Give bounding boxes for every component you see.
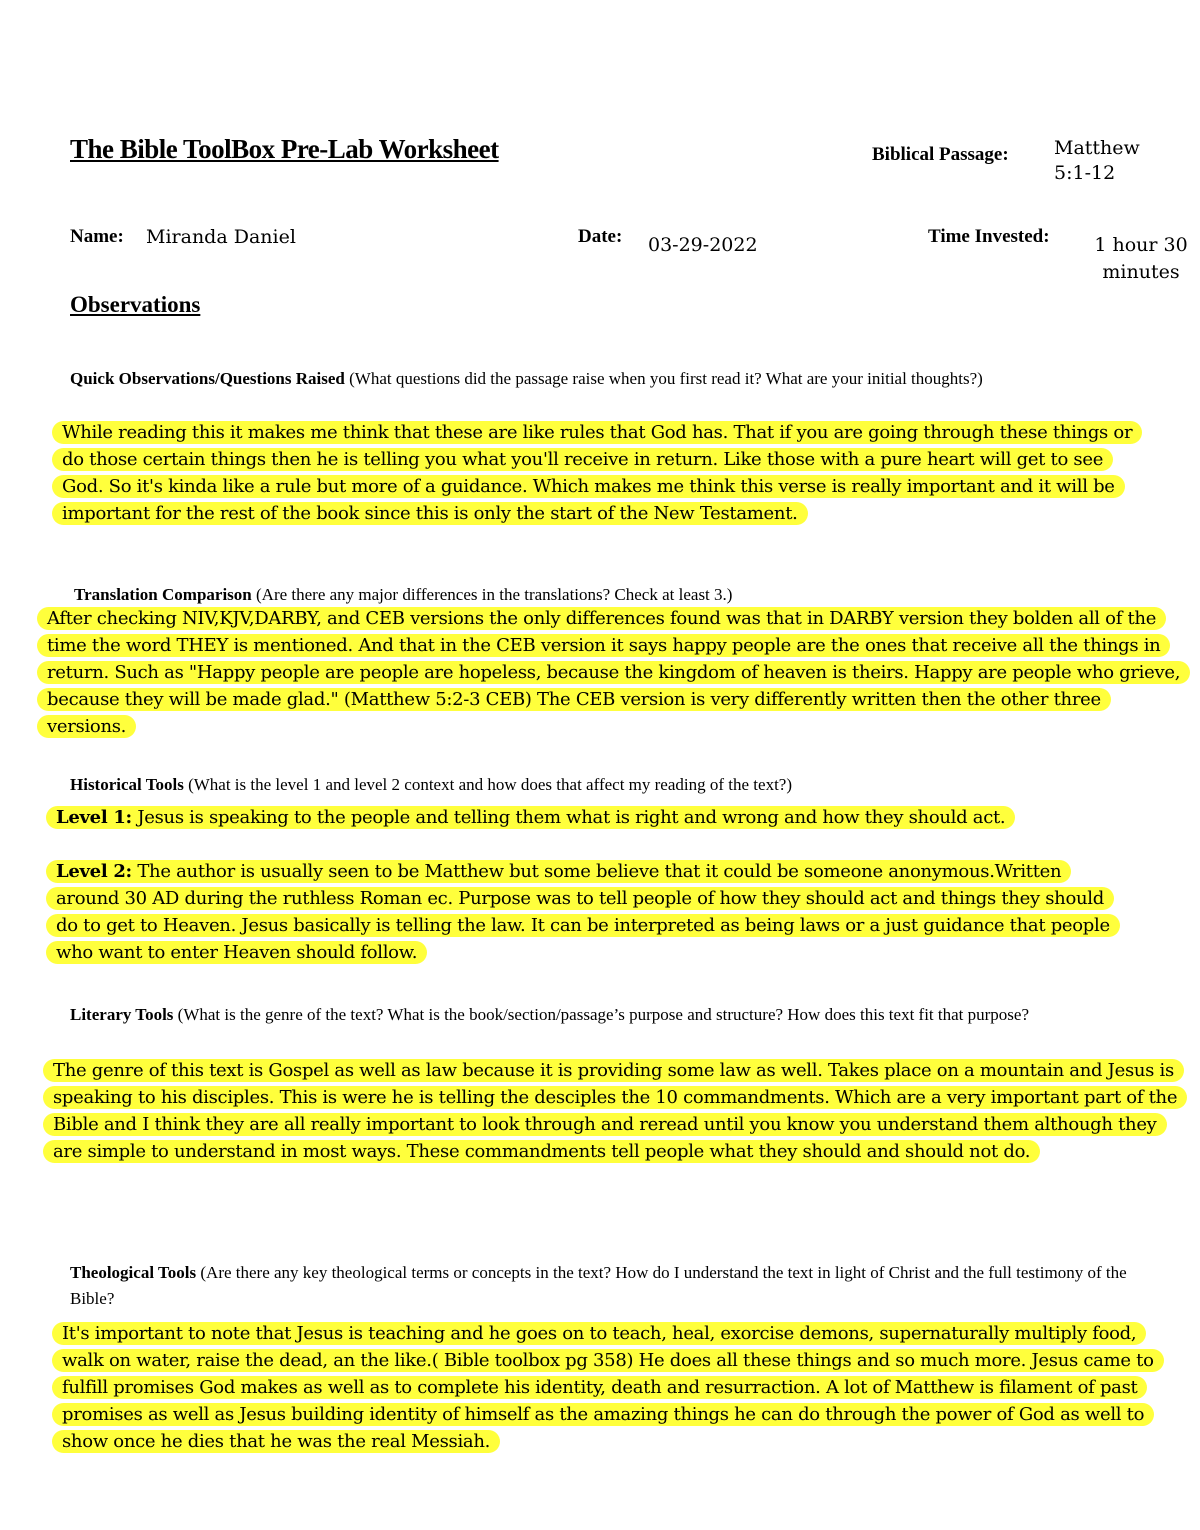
translation-comparison-text: After checking NIV,KJV,DARBY, and CEB versions the only differences found was that in DARBY version they bolden all of the time the word THEY is mentioned. And that in the CEB version it says happy people are the ones that receive all the things in return. Such as "Happy people are people are hopeless, because the kingdom of heaven is theirs. Happy are people who grieve, because they will be made glad." (Matthew 5:2-3 CEB) The CEB version is very differently written then the other three versions. [37,607,1190,738]
theological-tools-label: Theological Tools [70,1263,197,1282]
quick-observations-question: (What questions did the passage raise when you first read it? What are your initial thoughts?) [349,369,983,388]
passage-value: Matthew 5:1-12 [1054,137,1140,184]
name-label: Name: [70,226,124,247]
level2-label: Level 2: [56,861,132,882]
literary-tools-text: The genre of this text is Gospel as well as law because it is providing some law as well. Takes place on a mountain and Jesus is speaking to his disciples. This is were he is telling the desciples the 10 commandments. Which are a very important part of the Bible and I think they are all really important to look through and reread until you know you understand them although they are simple to understand in most ways. These commandments tell people what they should and should not do. [43,1059,1187,1163]
time-invested-value: 1 hour 30 minutes [1094,234,1188,283]
translation-comparison-question: (Are there any major differences in the translations? Check at least 3.) [256,585,733,604]
historical-tools-label: Historical Tools [70,775,184,794]
literary-tools-answer [43,1057,1183,1165]
worksheet-title: The Bible ToolBox Pre-Lab Worksheet [70,134,499,164]
level1-text: Jesus is speaking to the people and telling them what is right and wrong and how they should act. [137,807,1006,828]
date-value: 03-29-2022 [648,234,758,256]
level1-label: Level 1: [56,807,132,828]
translation-comparison-label: Translation Comparison [74,585,252,604]
historical-tools-question: (What is the level 1 and level 2 context and how does that affect my reading of the text?) [188,775,792,794]
theological-tools-answer [52,1320,1182,1455]
quick-observations-text: While reading this it makes me think that these are like rules that God has. That if you are going through these things or do those certain things then he is telling you what you'll receive in return. Like those with a pure heart will get to see God. So it's kinda like a rule but more of a guidance. Which makes me think this verse is really important and it will be important for the rest of the book since this is only the start of the New Testament. [52,421,1142,525]
translation-comparison-answer [37,605,1187,740]
historical-tools-prompt [70,772,1150,798]
quick-observations-label: Quick Observations/Questions Raised [70,369,345,388]
theological-tools-text: It's important to note that Jesus is teaching and he goes on to teach, heal, exorcise demons, supernaturally multiply food, walk on water, raise the dead, an the like.( Bible toolbox pg 358) He does all these things and so much more. Jesus came to fulfill promises God makes as well as to complete his identity, death and resurraction. A lot of Matthew is filament of past promises as well as Jesus building identity of himself as the amazing things he can do through the power of God as well to show once he dies that he was the real Messiah. [52,1322,1164,1453]
quick-observations-prompt [70,366,1110,392]
historical-level2 [46,858,1126,966]
observations-heading: Observations [70,292,201,317]
name-value: Miranda Daniel [146,226,296,248]
quick-observations-answer [52,419,1137,527]
literary-tools-prompt [70,1002,1130,1028]
passage-label: Biblical Passage: [872,144,1009,165]
literary-tools-label: Literary Tools [70,1005,174,1024]
date-label: Date: [578,226,623,247]
historical-level1 [46,804,1126,831]
time-invested-label: Time Invested: [928,226,1050,247]
level2-text: The author is usually seen to be Matthew but some believe that it could be someone anonymous.Written around 30 AD during the ruthless Roman ec. Purpose was to tell people of how they should act and things they should do to get to Heaven. Jesus basically is telling the law. It can be interpreted as being laws or a just guidance that people who want to enter Heaven should follow. [56,861,1110,963]
theological-tools-prompt [70,1260,1130,1312]
literary-tools-question: (What is the genre of the text? What is the book/section/passage’s purpose and structure? How does this text fit that purpose? [177,1005,1030,1024]
theological-tools-question: (Are there any key theological terms or concepts in the text? How do I understand the text in light of Christ and the full testimony of the Bible? [70,1263,1127,1308]
